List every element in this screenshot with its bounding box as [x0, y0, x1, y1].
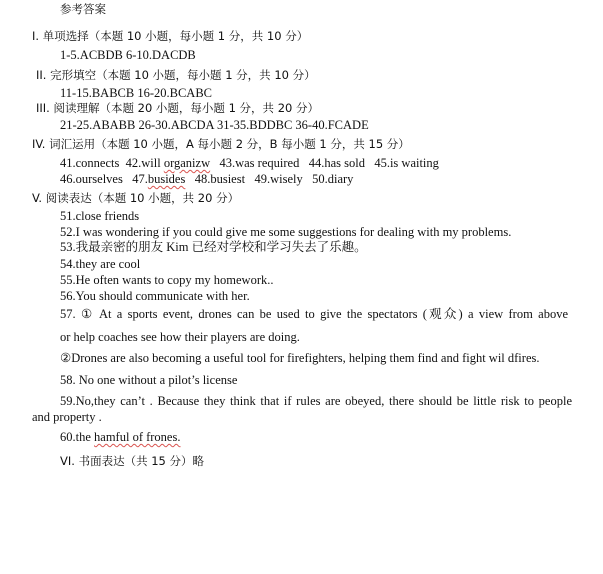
answer-41: 41.connects — [60, 156, 120, 170]
section-1-answers: 1-5.ACBDB 6-10.DACDB — [60, 48, 196, 62]
answer-51: 51.close friends — [60, 209, 140, 223]
answer-59-line-1: 59.No,they can’t . Because they think that if rules are obeyed, there should be little risk to people — [60, 394, 572, 408]
answer-45: 45.is waiting — [374, 156, 439, 170]
answer-42: 42.will organizw — [125, 156, 211, 170]
answer-58: 58. No one without a pilot’s license — [60, 373, 238, 387]
section-3-answers: 21-25.ABABB 26-30.ABCDA 31-35.BDDBC 36-40.FCADE — [60, 118, 369, 132]
answer-57-line-3: ②Drones are also becoming a useful tool for firefighters, helping them find and fight wil dfires. — [60, 351, 540, 365]
answer-48: 48.busiest — [194, 172, 246, 186]
section-3-heading: III. 阅读理解（本题 20 小题，每小题 1 分，共 20 分） — [36, 101, 319, 115]
answer-52: 52.I was wondering if you could give me some suggestions for dealing with my problems. — [60, 225, 512, 239]
answer-57-line-2: or help coaches see how their players are doing. — [60, 330, 300, 344]
section-4-row-1 — [60, 157, 439, 170]
section-5-heading: V. 阅读表达（本题 10 小题，共 20 分） — [32, 191, 240, 205]
misspelled-word: busides — [147, 172, 186, 186]
answer-59-line-2: and property . — [32, 410, 102, 424]
answer-44: 44.has sold — [308, 156, 365, 170]
answer-53: 53.我最亲密的朋友 Kim 已经对学校和学习失去了乐趣。 — [60, 240, 367, 254]
section-4-heading: IV. 词汇运用（本题 10 小题，A 每小题 2 分，B 每小题 1 分，共 15 分） — [32, 137, 410, 151]
section-1-heading: I. 单项选择（本题 10 小题，每小题 1 分，共 10 分） — [32, 29, 309, 43]
section-4-row-2 — [60, 173, 353, 186]
page-title: 参考答案 — [60, 2, 106, 16]
misspelled-phrase: hamful of frones. — [94, 430, 181, 444]
answer-46: 46.ourselves — [60, 172, 123, 186]
answer-55: 55.He often wants to copy my homework.. — [60, 273, 274, 287]
answer-49: 49.wisely — [254, 172, 303, 186]
section-2-answers: 11-15.BABCB 16-20.BCABC — [60, 86, 212, 100]
section-2-heading: II. 完形填空（本题 10 小题，每小题 1 分，共 10 分） — [36, 68, 316, 82]
answer-47: 47.busides — [132, 172, 186, 186]
answer-54: 54.they are cool — [60, 257, 141, 271]
answer-50: 50.diary — [312, 172, 354, 186]
answer-56: 56.You should communicate with her. — [60, 289, 250, 303]
answer-60: 60.the hamful of frones. — [60, 430, 181, 444]
misspelled-word: organizw — [163, 156, 211, 170]
answer-43: 43.was required — [219, 156, 300, 170]
section-6-heading: VI. 书面表达（共 15 分）略 — [60, 454, 205, 468]
answer-57-line-1: 57. ① At a sports event, drones can be used to give the spectators (观众) a view from above — [60, 307, 568, 321]
